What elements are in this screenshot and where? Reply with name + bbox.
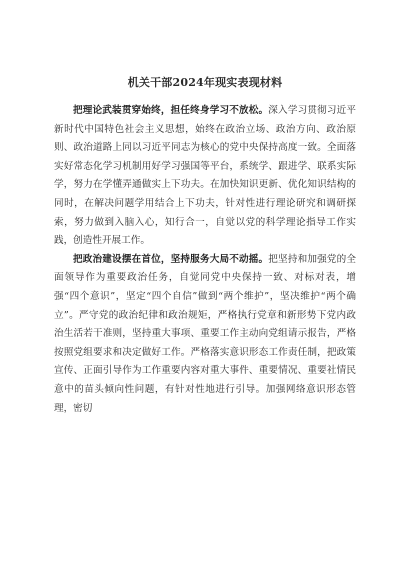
paragraph-lead: 把理论武装贯穿始终，担任终身学习不放松。 (73, 105, 269, 116)
paragraph-politics (54, 251, 356, 418)
paragraph-lead: 把政治建设摆在首位，坚持服务大局不动摇。 (73, 253, 269, 265)
paragraph-theory (54, 102, 356, 251)
paragraph-body: 深入学习贯彻习近平新时代中国特色社会主义思想，始终在政治立场、政治方向、政治原则、政治道路上同以习近平同志为核心的党中央保持高度一致。全面落实好常态化学习机制用好学习强国等平台，系统学、跟进学、联系实际学，努力在学懂弄通做实上下功夫。在加快知识更新、优化知识结构的同时，在解决问题学用结合上下功夫，针对性进行理论研究和调研探索，努力做到入脑入心，知行合一，自觉以党的科学理论指导工作实践，创造性开展工作。 (54, 105, 357, 247)
document-title: 机关干部2024年现实表现材料 (127, 76, 283, 89)
paragraph-body: 把坚持和加强党的全面领导作为重要政治任务，自觉同党中央保持一致、对标对表，增强“四个意识”，坚定“四个自信”做到“两个维护”，坚决维护“两个确立”。严守党的政治纪律和政治规矩，严格执行党章和新形势下党内政治生活若干准则，坚持重大事项、重要工作主动向党组请示报告，严格按照党组要求和决定做好工作。严格落实意识形态工作责任制，把政策宣传、正面引导作为工作重要内容对重大事件、重要情况、重要社情民意中的苗头倾向性问题，有针对性地进行引导。加强网络意识形态管理，密切 (54, 253, 357, 414)
